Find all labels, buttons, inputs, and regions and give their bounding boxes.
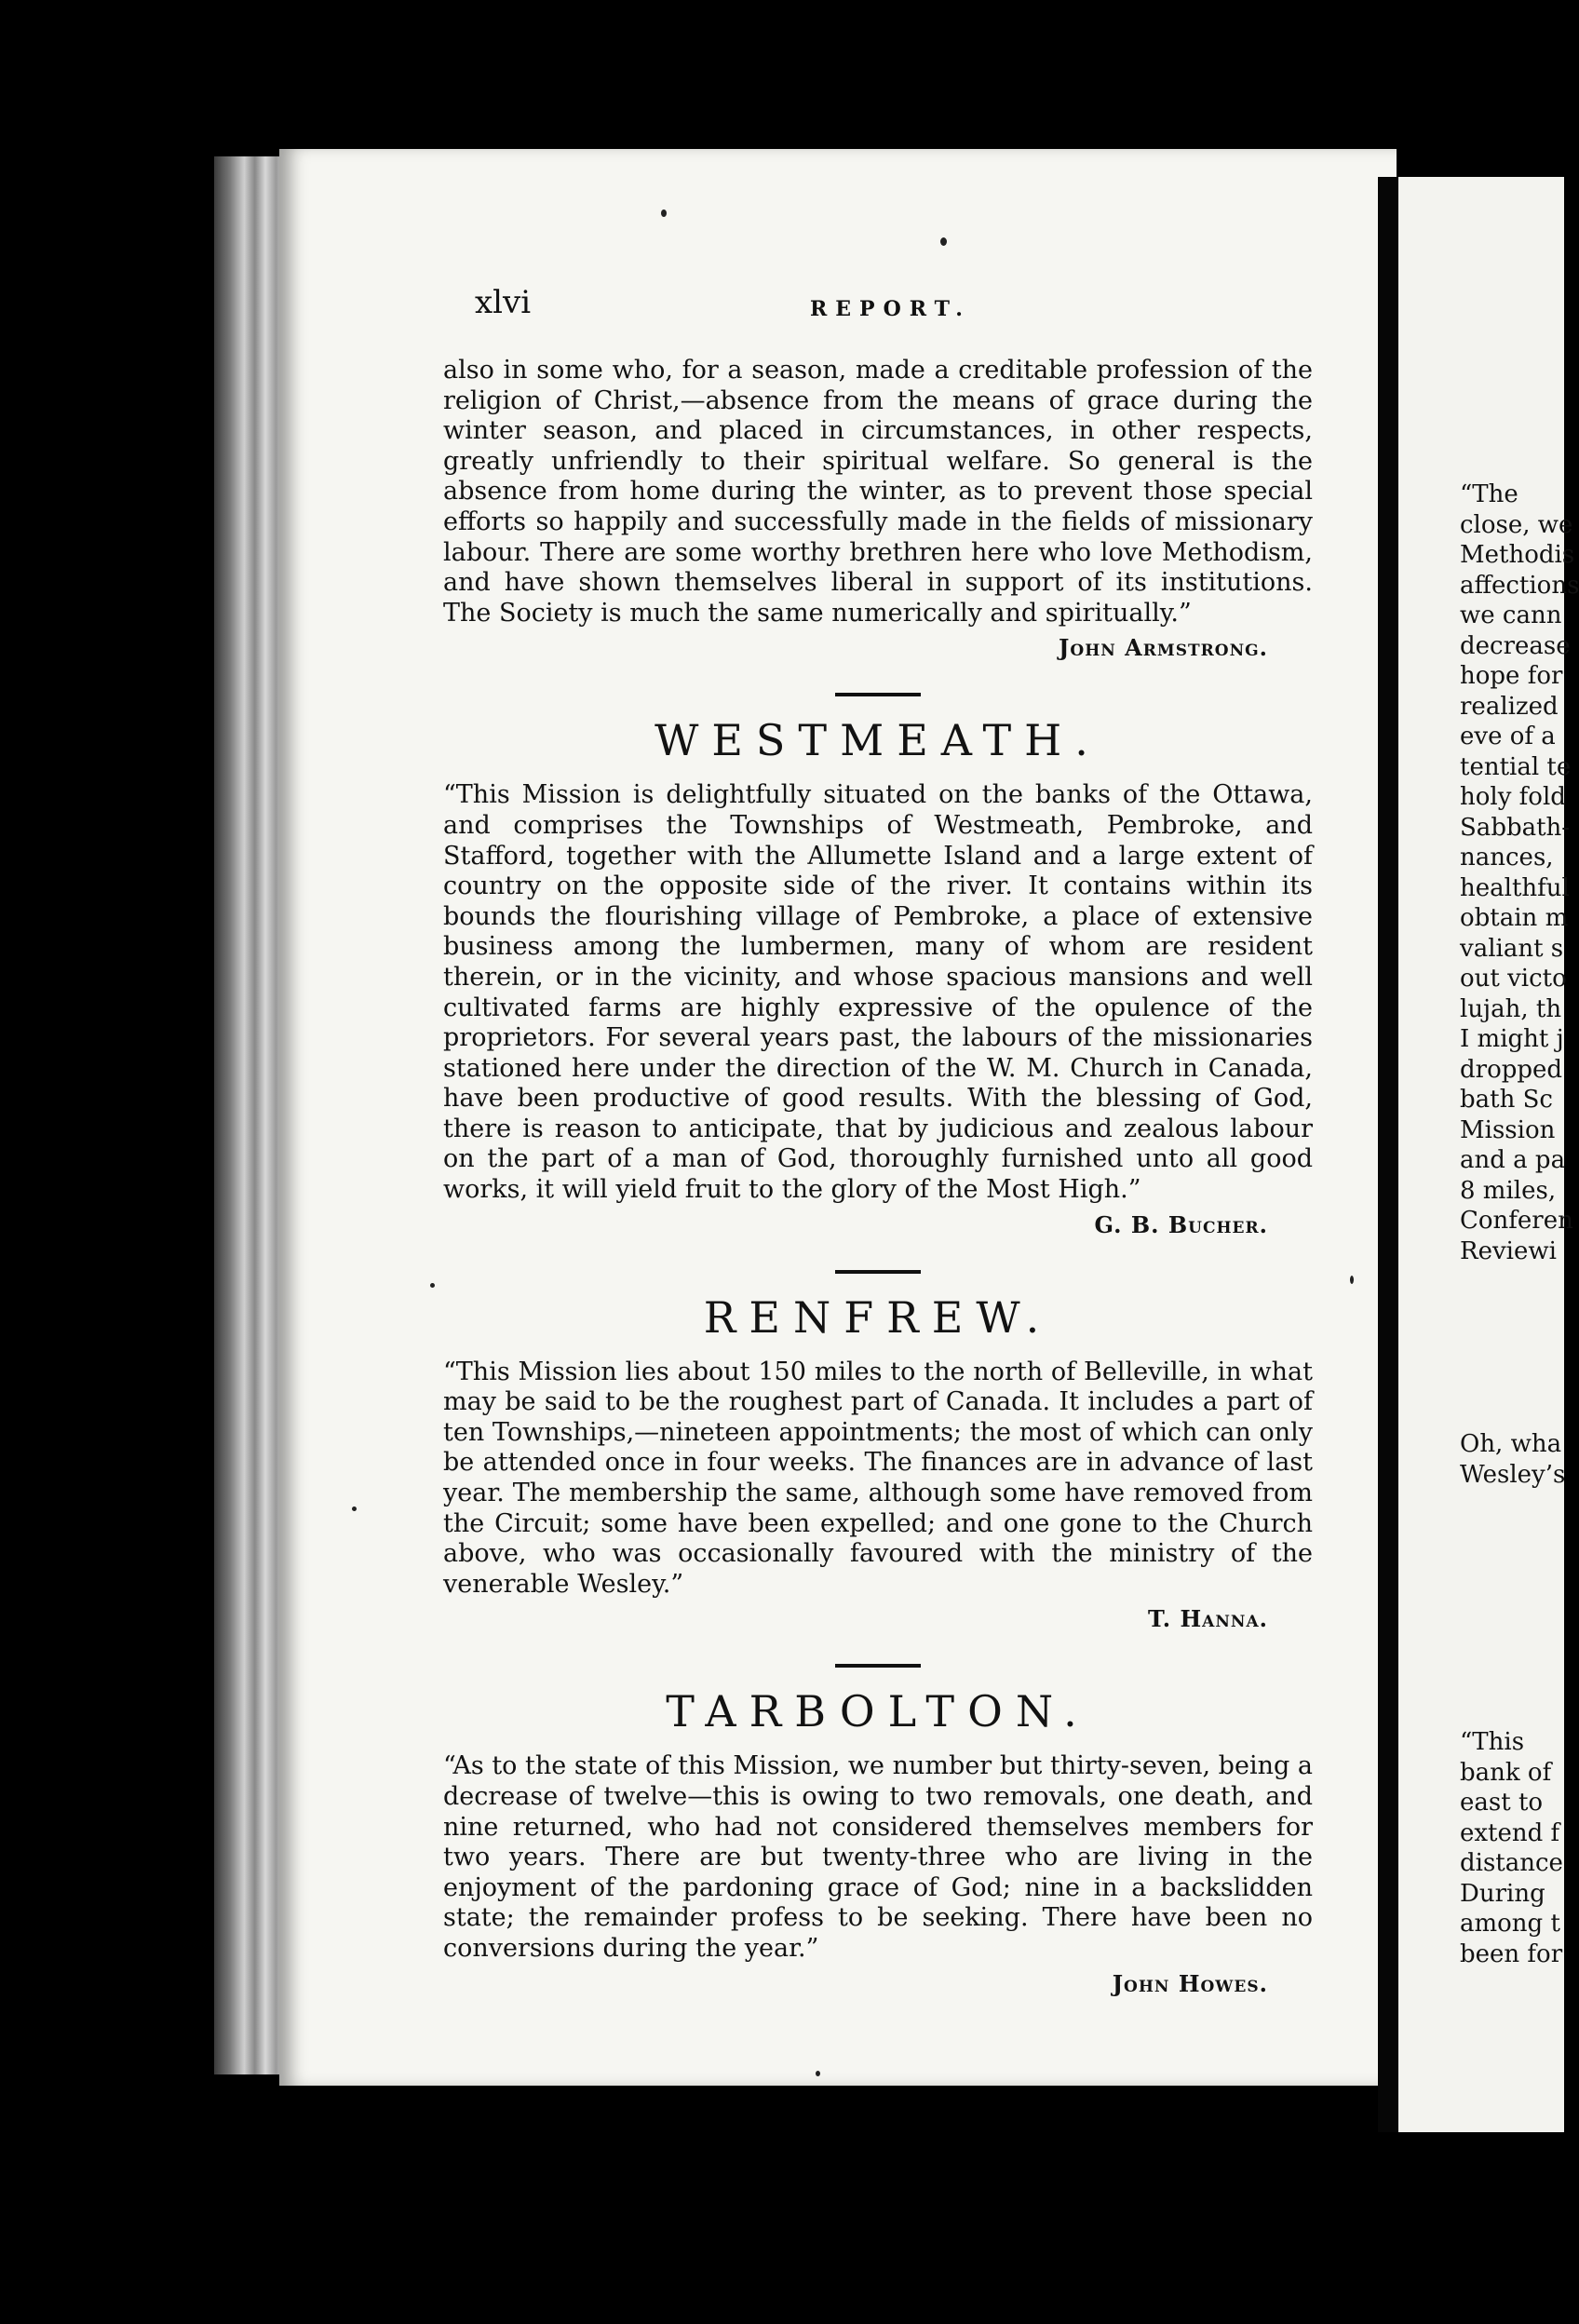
right-line: lujah, th	[1460, 994, 1562, 1023]
right-line: Conferen	[1460, 1207, 1573, 1235]
right-line: among t	[1460, 1910, 1560, 1938]
right-line: been for	[1460, 1939, 1563, 1968]
right-page-column-3	[1460, 1727, 1567, 1969]
westmeath-signature: G. B. Bucher.	[1094, 1210, 1268, 1238]
section-rule	[835, 1664, 921, 1668]
ink-speck	[816, 2071, 820, 2076]
right-line: decrease	[1460, 631, 1571, 660]
right-line: valiant s	[1460, 934, 1564, 963]
tarbolton-signature: John Howes.	[1112, 1969, 1268, 1997]
right-line: Reviewi	[1460, 1236, 1557, 1265]
renfrew-paragraph: “This Mission lies about 150 miles to the north of Belleville, in what may be said to be the roughest part of Canada. It includes a part of ten Townships,—nineteen appointments; the most of which can only be attended once in four weeks. The finances are in advance of last year. The membership the same, although some have removed from the Circuit; some have been expelled; and one gone to the Church above, who was occasionally favoured with the ministry of the venerable Wesley.”	[443, 1357, 1313, 1599]
right-line: “This	[1460, 1728, 1525, 1756]
right-line: eve of a	[1460, 723, 1556, 750]
ink-speck	[352, 1507, 357, 1511]
right-line: Wesley’s	[1460, 1460, 1566, 1489]
right-line: tential te	[1460, 752, 1572, 781]
right-line: Sabbath-	[1460, 813, 1571, 842]
right-line: healthful	[1460, 873, 1570, 902]
right-line: distance	[1460, 1849, 1563, 1877]
right-line: Mission	[1460, 1115, 1556, 1144]
right-line: 8 miles,	[1460, 1176, 1557, 1205]
ink-speck	[940, 237, 947, 246]
right-page-column-2	[1460, 1429, 1567, 1490]
right-line: dropped	[1460, 1055, 1563, 1084]
right-line: we cann	[1460, 601, 1562, 629]
running-head-title: REPORT.	[810, 297, 971, 321]
page-gutter	[1378, 177, 1398, 2132]
page-number: xlvi	[475, 284, 532, 321]
section-rule	[835, 1270, 921, 1274]
section-renfrew	[443, 1292, 1313, 1633]
ink-speck	[430, 1283, 435, 1288]
tarbolton-paragraph: “As to the state of this Mission, we number but thirty-seven, being a decrease of twelve—this is owing to two removals, one death, and nine returned, who had not considered themselves members for two years. There are but twenty-three who are living in the enjoyment of the pardoning grace of God; nine in a backslidden state; the remainder profess to be seeking. There have been no conversions during the year.”	[443, 1751, 1313, 1963]
renfrew-signature: T. Hanna.	[1148, 1605, 1268, 1633]
right-line: realized	[1460, 692, 1559, 721]
westmeath-paragraph: “This Mission is delightfully situated on the banks of the Ottawa, and comprises the Townships of Westmeath, Pembroke, and Stafford, together with the Allumette Island and a large extent of country on the opposite side of the river. It contains within its bounds the flourishing village of Pembroke, a place of extensive business among the lumbermen, many of whom are resident therein, or in the vicinity, and whose spacious mansions and well cultivated farms are highly expressive of the opulence of the proprietors. For several years past, the labours of the missionaries stationed here under the direction of the W. M. Church in Canada, have been productive of good results. With the blessing of God, there is reason to anticipate, that by judicious and zealous labour on the part of a man of God, thoroughly furnished unto all good works, it will yield fruit to the glory of the Most High.”	[443, 780, 1313, 1205]
section-tarbolton	[443, 1686, 1313, 1996]
right-line: out victo	[1460, 965, 1567, 993]
right-line: east to	[1460, 1789, 1544, 1817]
right-page-column-1	[1460, 480, 1579, 1266]
section-westmeath	[443, 715, 1313, 1237]
right-line: bath Sc	[1460, 1086, 1553, 1114]
right-line: “The	[1460, 480, 1518, 508]
section-rule	[835, 693, 921, 696]
renfrew-heading: RENFREW.	[703, 1291, 1053, 1343]
ink-speck	[1350, 1276, 1354, 1284]
right-line: I might j	[1460, 1025, 1564, 1053]
ink-speck	[661, 209, 667, 217]
right-line: affections	[1460, 571, 1579, 600]
right-line: extend f	[1460, 1818, 1560, 1847]
running-head	[0, 284, 1564, 331]
right-line: During	[1460, 1879, 1545, 1908]
right-line: and a pa	[1460, 1146, 1566, 1174]
right-line: hope for	[1460, 662, 1563, 690]
main-text	[443, 356, 1313, 1997]
section-intro	[443, 356, 1313, 661]
right-line: close, we	[1460, 510, 1573, 539]
right-line: obtain m	[1460, 904, 1569, 932]
right-line: holy fold	[1460, 783, 1566, 811]
right-line: Oh, wha	[1460, 1430, 1562, 1458]
tarbolton-heading: TARBOLTON.	[666, 1686, 1090, 1737]
right-line: bank of	[1460, 1758, 1552, 1787]
right-line: nances,	[1460, 844, 1554, 872]
westmeath-heading: WESTMEATH.	[655, 715, 1101, 766]
intro-paragraph: also in some who, for a season, made a creditable profession of the religion of Christ,—absence from the means of grace during the winter season, and placed in circumstances, in other respects, greatly unfriendly to their spiritual welfare. So general is the absence from home during the winter, as to prevent those special efforts so happily and successfully made in the fields of missionary labour. There are some worthy brethren here who love Methodism, and have shown themselves liberal in support of its institutions. The Society is much the same numerically and spiritually.”	[443, 356, 1313, 628]
intro-signature: John Armstrong.	[1059, 634, 1268, 662]
right-line: Methodis	[1460, 541, 1575, 569]
